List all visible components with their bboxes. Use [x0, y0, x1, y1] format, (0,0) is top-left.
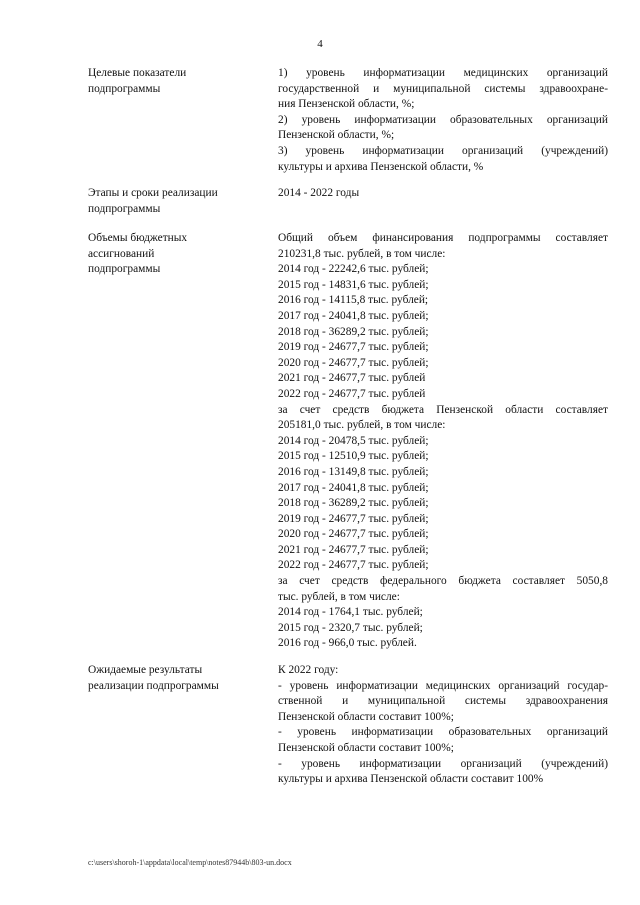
value-line: 2016 год - 14115,8 тыс. рублей; [278, 294, 429, 307]
value-line: 2021 год - 24677,7 тыс. рублей; [278, 543, 429, 556]
value-line: 2014 - 2022 годы [278, 187, 360, 199]
value-line: 2021 год - 24677,7 тыс. рублей [278, 372, 426, 385]
value-line: - уровень информатизации медицинских организаций государ- [278, 679, 608, 692]
value-line: 2019 год - 24677,7 тыс. рублей; [278, 341, 429, 354]
value-line: 2015 год - 2320,7 тыс. рублей; [278, 621, 423, 634]
value-line: ния Пензенской области, %; [278, 98, 415, 111]
passport-row-expected-results [88, 663, 608, 788]
value-line: за счет средств федерального бюджета составляет 5050,8 [278, 575, 608, 588]
value-line: 2015 год - 12510,9 тыс. рублей; [278, 450, 429, 463]
value-line: государственной и муниципальной системы здравоохране- [278, 82, 608, 95]
label-line: Этапы и сроки реализации [88, 187, 218, 199]
value-line: 2020 год - 24677,7 тыс. рублей; [278, 356, 429, 369]
value-line: Пензенской области, %; [278, 129, 395, 142]
value-line: К 2022 году: [278, 664, 339, 676]
value-line: Пензенской области составит 100%; [278, 741, 454, 754]
value-line: Пензенской области составит 100%; [278, 710, 454, 723]
value-line: ственной и муниципальной системы здравоохранения [278, 695, 608, 708]
value-line: 2) уровень информатизации образовательных организаций [278, 113, 608, 126]
value-line: 2022 год - 24677,7 тыс. рублей [278, 387, 426, 400]
label-line: Целевые показатели [88, 67, 187, 79]
value-line: 3) уровень информатизации организаций (учреждений) [278, 144, 608, 157]
value-line: - уровень информатизации образовательных организаций [278, 726, 608, 739]
value-line: тыс. рублей, в том числе: [278, 590, 400, 603]
label-line: подпрограммы [88, 202, 161, 215]
value-line: 2017 год - 24041,8 тыс. рублей; [278, 309, 429, 322]
row-label [88, 663, 278, 788]
passport-row-target-indicators [88, 66, 608, 175]
label-line: подпрограммы [88, 82, 161, 95]
value-line: культуры и архива Пензенской области составит 100% [278, 773, 544, 786]
value-line: 2022 год - 24677,7 тыс. рублей; [278, 559, 429, 572]
value-line: 2017 год - 24041,8 тыс. рублей; [278, 481, 429, 494]
row-label [88, 186, 278, 217]
value-line: - уровень информатизации организаций (учреждений) [278, 757, 608, 770]
value-line: 2015 год - 14831,6 тыс. рублей; [278, 278, 429, 291]
row-value [278, 66, 608, 175]
value-line: 2014 год - 1764,1 тыс. рублей; [278, 606, 423, 619]
file-path-footer: c:\users\shoroh-1\appdata\local\temp\notes87944b\803-un.docx [88, 858, 292, 867]
value-line: культуры и архива Пензенской области, % [278, 160, 484, 173]
row-value [278, 231, 608, 652]
label-line: реализации подпрограммы [88, 679, 219, 692]
label-line: Объемы бюджетных [88, 232, 188, 244]
passport-row-budget-volumes [88, 231, 608, 652]
value-line: Общий объем финансирования подпрограммы составляет [278, 232, 608, 244]
label-line: Ожидаемые результаты [88, 664, 203, 676]
value-line: 2016 год - 13149,8 тыс. рублей; [278, 465, 429, 478]
value-line: 1) уровень информатизации медицинских организаций [278, 67, 608, 79]
value-line: 2019 год - 24677,7 тыс. рублей; [278, 512, 429, 525]
label-line: подпрограммы [88, 263, 161, 276]
row-label [88, 231, 278, 652]
value-line: за счет средств бюджета Пензенской области составляет [278, 403, 608, 416]
value-line: 2014 год - 20478,5 тыс. рублей; [278, 434, 429, 447]
row-label [88, 66, 278, 175]
passport-row-stages-terms [88, 186, 608, 217]
page-number: 4 [317, 38, 323, 50]
value-line: 2020 год - 24677,7 тыс. рублей; [278, 528, 429, 541]
value-line: 210231,8 тыс. рублей, в том числе: [278, 247, 446, 260]
row-value [278, 663, 608, 788]
value-line: 2014 год - 22242,6 тыс. рублей; [278, 263, 429, 276]
value-line: 2018 год - 36289,2 тыс. рублей; [278, 325, 429, 338]
value-line: 2018 год - 36289,2 тыс. рублей; [278, 497, 429, 510]
row-value [278, 186, 608, 217]
label-line: ассигнований [88, 247, 155, 260]
value-line: 205181,0 тыс. рублей, в том числе: [278, 419, 446, 432]
value-line: 2016 год - 966,0 тыс. рублей. [278, 637, 417, 650]
